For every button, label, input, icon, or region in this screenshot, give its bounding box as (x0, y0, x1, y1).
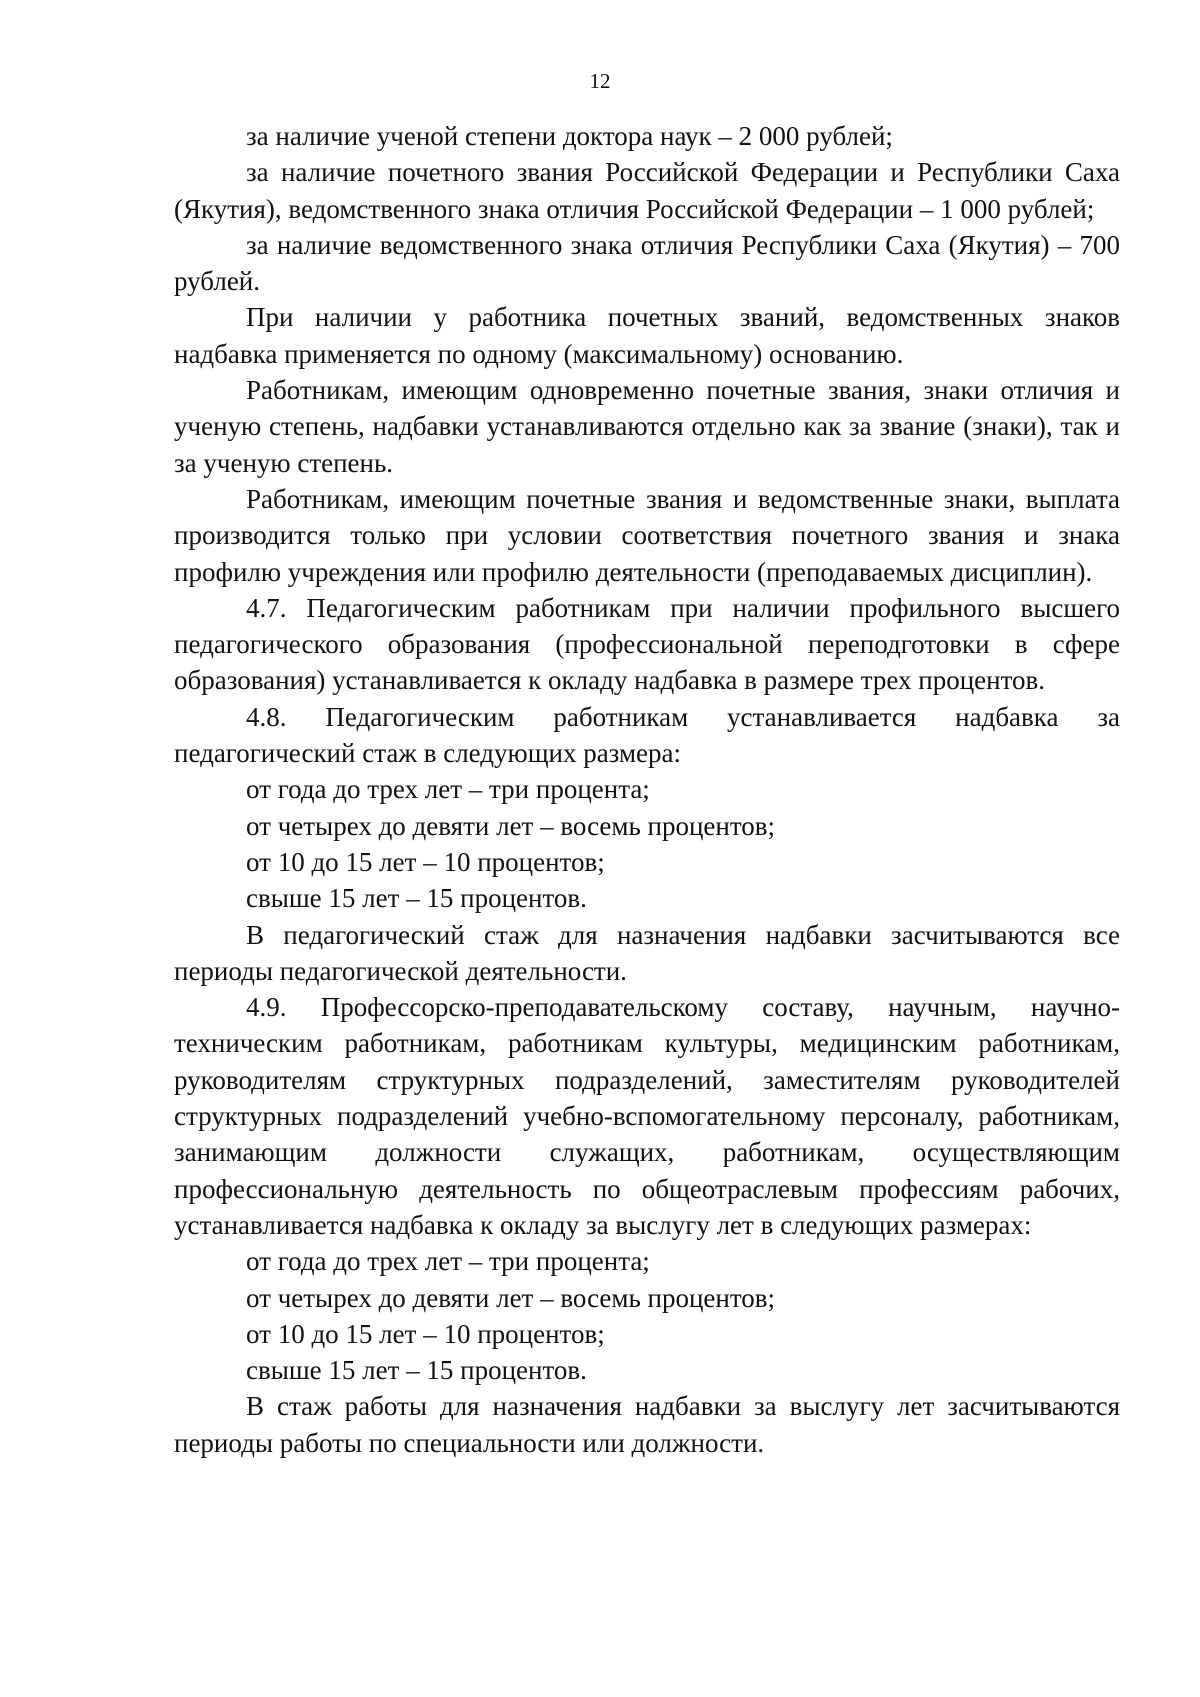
paragraph: за наличие ученой степени доктора наук – 2 000 рублей; (246, 121, 893, 151)
list-item: от четырех до девяти лет – восемь процентов; (246, 1282, 776, 1313)
list-item: от 10 до 15 лет – 10 процентов; (246, 1318, 605, 1349)
paragraph: за наличие почетного звания Российской Федерации и Республики Саха (Якутия), ведомственного знака отличия Российской Федерации – 1 000 рублей; (174, 157, 1120, 224)
paragraph: Работникам, имеющим одновременно почетные звания, знаки отличия и ученую степень, надбавки устанавливаются отдельно как за звание (знаки), так и за ученую степень. (174, 375, 1120, 478)
list-item: от года до трех лет – три процента; (246, 1246, 650, 1277)
paragraph: Работникам, имеющим почетные звания и ведомственные знаки, выплата производится только при условии соответствия почетного звания и знака профилю учреждения или профилю деятельности (преподаваемых дисциплин). (174, 483, 1120, 587)
paragraph-4-9: 4.9. Профессорско-преподавательскому составу, научным, научно-техническим работникам, работникам культуры, медицинским работникам, руководителям структурных подразделений, заместителям руководителей структурных подразделений учебно-вспомогательному персоналу, работникам, занимающим должности служащих, работникам, осуществляющим профессиональную деятельность по общеотраслевым профессиям рабочих, устанавливается надбавка к окладу за выслугу лет в следующих размерах: (174, 992, 1120, 1240)
list-item: свыше 15 лет – 15 процентов. (246, 1355, 587, 1386)
paragraph: В стаж работы для назначения надбавки за выслугу лет засчитываются периоды работы по специальности или должности. (174, 1391, 1120, 1458)
list-item: от 10 до 15 лет – 10 процентов; (246, 846, 605, 877)
list-item: от года до трех лет – три процента; (246, 774, 650, 805)
paragraph: При наличии у работника почетных званий, ведомственных знаков надбавка применяется по одному (максимальному) основанию. (174, 302, 1120, 369)
document-body (174, 118, 1120, 1461)
paragraph: В педагогический стаж для назначения надбавки засчитываются все периоды педагогической деятельности. (174, 919, 1120, 986)
paragraph-4-7: 4.7. Педагогическим работникам при наличии профильного высшего педагогического образования (профессиональной переподготовки в сфере образования) устанавливается к окладу надбавка в размере трех процентов. (174, 592, 1120, 696)
page-number: 12 (589, 69, 611, 93)
paragraph-4-8: 4.8. Педагогическим работникам устанавливается надбавка за педагогический стаж в следующих размера: (174, 701, 1120, 769)
list-item: от четырех до девяти лет – восемь процентов; (246, 810, 776, 841)
paragraph: за наличие ведомственного знака отличия Республики Саха (Якутия) – 700 рублей. (174, 229, 1120, 297)
list-item: свыше 15 лет – 15 процентов. (246, 883, 587, 914)
